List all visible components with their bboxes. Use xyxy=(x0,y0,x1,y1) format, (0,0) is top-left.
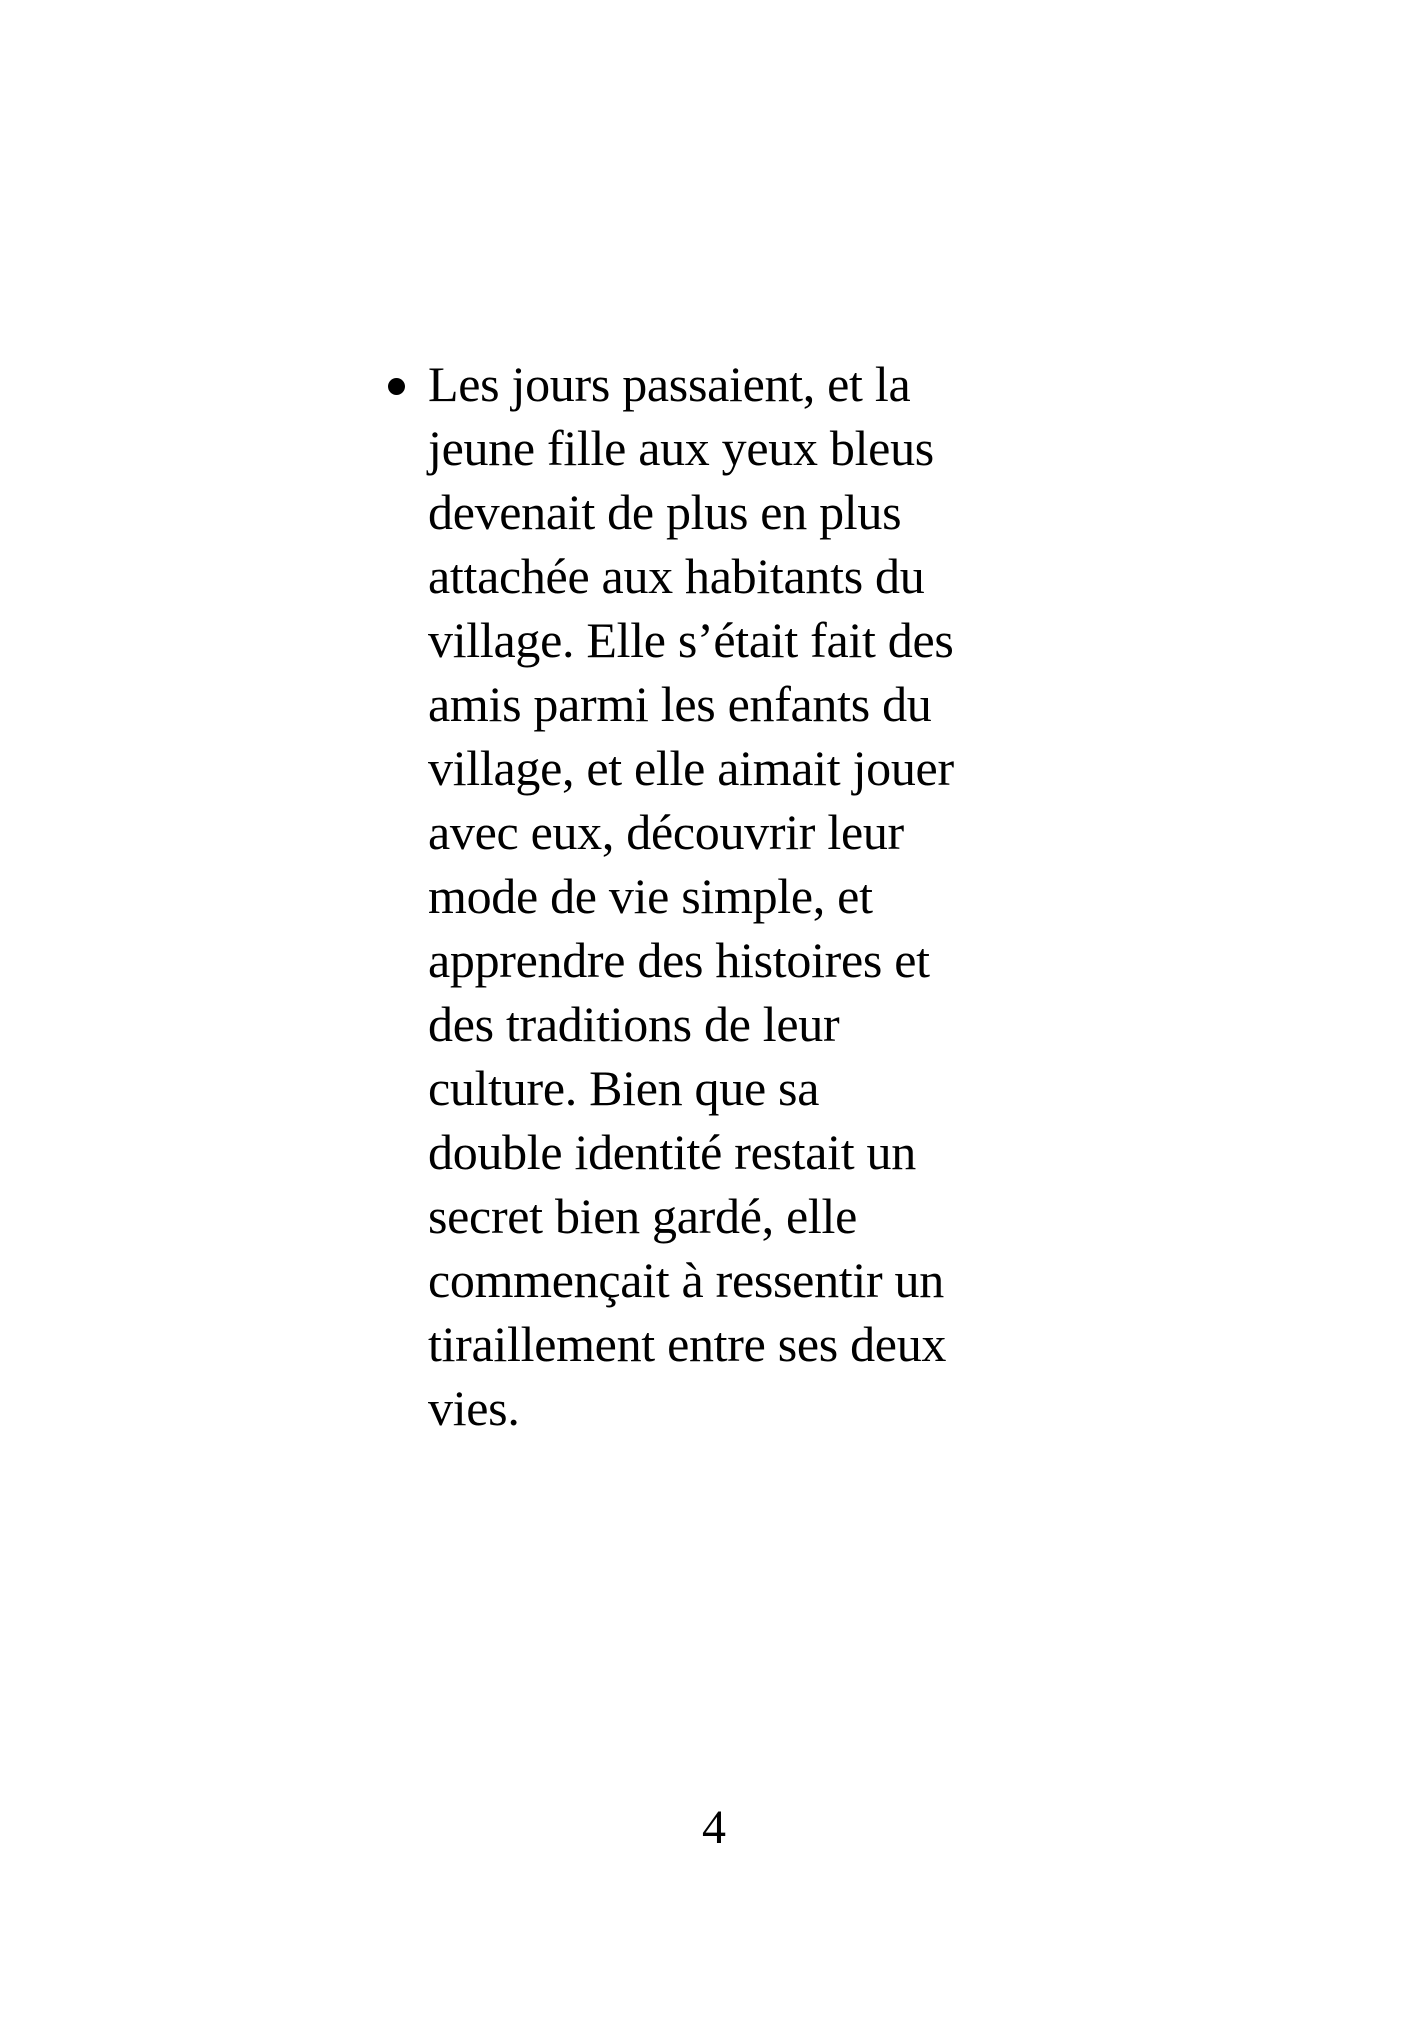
text-line: Les jours passaient, et la xyxy=(428,356,911,412)
text-line: secret bien gardé, elle xyxy=(428,1188,857,1244)
text-line: apprendre des histoires et xyxy=(428,932,930,988)
text-line: village, et elle aimait jouer xyxy=(428,740,954,796)
text-line: tiraillement entre ses deux xyxy=(428,1316,947,1372)
bullet-item xyxy=(428,352,1108,1440)
text-line: jeune fille aux yeux bleus xyxy=(428,420,934,476)
text-line: devenait de plus en plus xyxy=(428,484,902,540)
text-line: double identité restait un xyxy=(428,1124,916,1180)
text-line: village. Elle s’était fait des xyxy=(428,612,954,668)
text-line: commençait à ressentir un xyxy=(428,1252,944,1308)
text-line: attachée aux habitants du xyxy=(428,548,925,604)
bullet-list xyxy=(428,352,1108,1440)
text-line: avec eux, découvrir leur xyxy=(428,804,904,860)
text-line: amis parmi les enfants du xyxy=(428,676,932,732)
text-line: culture. Bien que sa xyxy=(428,1060,820,1116)
bullet-icon xyxy=(388,378,405,395)
text-line: vies. xyxy=(428,1380,520,1436)
text-line: des traditions de leur xyxy=(428,996,840,1052)
page-number: 4 xyxy=(702,1801,726,1854)
text-line: mode de vie simple, et xyxy=(428,868,873,924)
